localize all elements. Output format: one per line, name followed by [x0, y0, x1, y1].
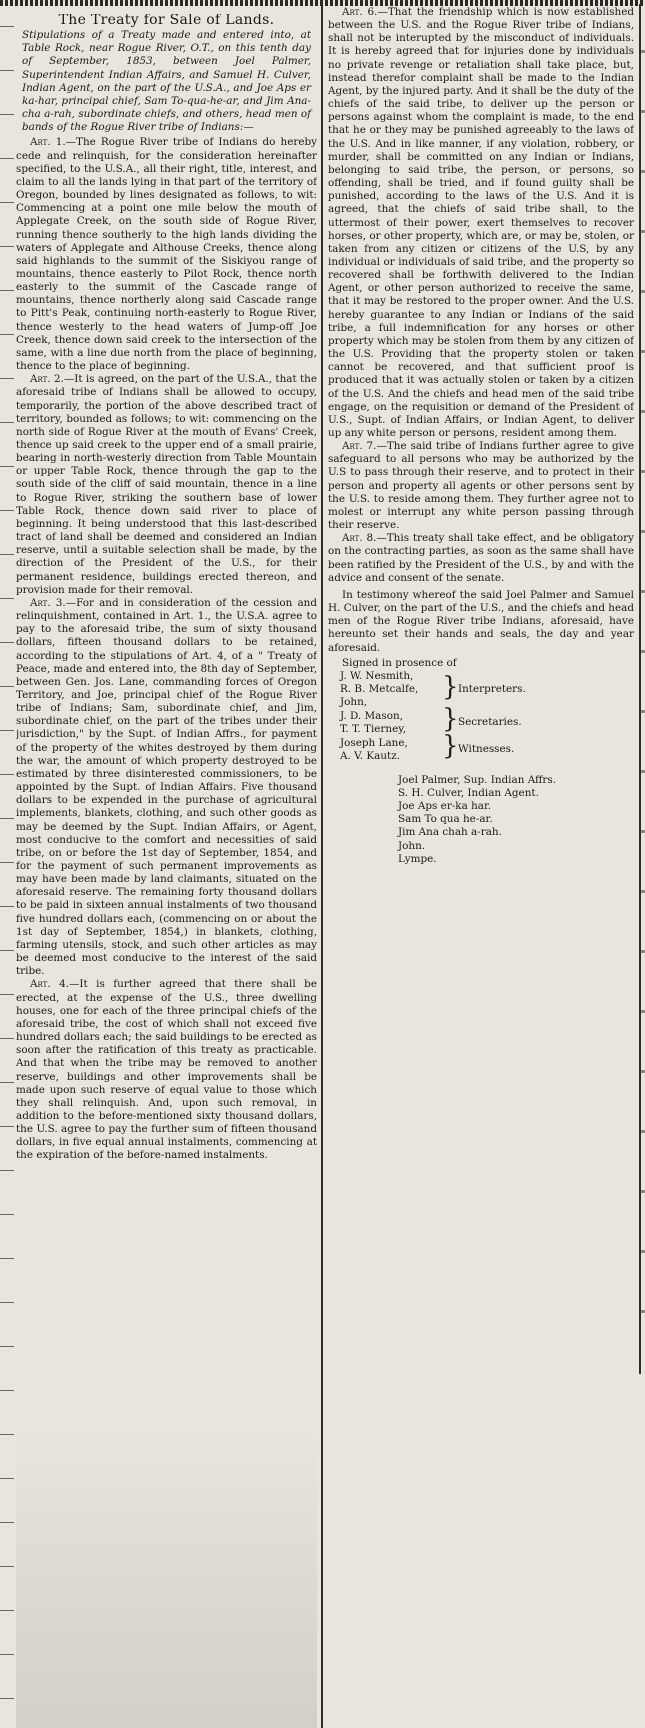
article-text: —It is further agreed that there shall be erected, at the expense of the U.S., three dwelling houses, one for each of the three principal chiefs of the aforesaid tribe, the cost of which shall not exceed five hundred dollars each; the said buildings to be erected as soon after the ratification of this treaty as practicable. And that when the tribe may be removed to another reserve, buildings and other improvements shall be made upon such reserve of equal value to those which they shall relinquish. And, upon such removal, in addition to the before-mentioned sixty thousand dollars, the U.S. agree to pay the further sum of fifteen thousand dollars, in five equal annual instalments, commencing at the expiration of the before-named instalments.	[16, 978, 317, 1162]
signer: John.	[398, 839, 426, 852]
article-text: —It is agreed, on the part of the U.S.A., that the aforesaid tribe of Indians shall be allowed to occupy, temporarily, the portion of the above described tract of territory, bounded as follows; to wit: commencing on the north side of Rogue River at the mouth of Evans' Creek, thence up said creek to the upper end of a small prairie, bearing in north-westerly direction from Table Mountain or upper Table Rock, thence through the gap to the south side of the cliff of said mountain, thence in a line to Rogue River, striking the southern base of lower Table Rock, thence down said river to place of beginning. It being understood that this last-described tract of land shall be deemed and considered an Indian reserve, until a suitable selection shall be made, by the direction of the President of the U.S., for their permanent residence, buildings erected thereon, and provision made for their removal.	[16, 373, 317, 596]
signer: Jim Ana chah a-rah.	[398, 826, 502, 839]
witness-name: John,	[340, 695, 368, 708]
article-4	[16, 978, 317, 1162]
witness-name: A. V. Kautz.	[340, 749, 401, 762]
signer: Sam To qua he-ar.	[398, 813, 493, 826]
adjacent-column-edge-right	[641, 20, 645, 1320]
signer: Joe Aps er-ka har.	[398, 800, 492, 813]
article-text: —This treaty shall take effect, and be obligatory on the contracting parties, as soon as the same shall have been ratified by the President of the U.S., by and with the advice and consent of the senate.	[328, 532, 634, 584]
witness-name: R. B. Metcalfe,	[340, 682, 419, 695]
article-label: Art. 2.	[30, 373, 64, 386]
signer: Joel Palmer, Sup. Indian Affrs.	[398, 773, 557, 786]
article-6	[328, 6, 634, 440]
article-3	[16, 597, 317, 979]
article-7	[328, 440, 634, 532]
brace-glyph: }	[442, 703, 459, 734]
article-subheading: Stipulations of a Treaty made and entered into, at Table Rock, near Rogue River, O.T., on this tenth day of September, 1853, between Joel Palmer, Superintendent Indian Affairs, and Samuel H. Culver, Indian Agent, on the part of the U.S.A., and Joe Aps er ka-har, principal chief, Sam To-qua-he-ar, and Jim Ana-cha a-rah, subordinate chiefs, and others, head men of bands of the Rogue River tribe of Indians:—	[22, 29, 311, 134]
article-title: The Treaty for Sale of Lands.	[58, 14, 275, 28]
signer: Lympe.	[398, 852, 437, 865]
article-label: Art. 1.	[30, 136, 66, 149]
article-text: —The said tribe of Indians further agree to give safeguard to all persons who may be authorized by the U.S to pass through their reserve, and to protect in their person and property all agents or other persons sent by the U.S. to reside among them. They further agree not to molest or interrupt any white person passing through their reserve.	[328, 440, 634, 532]
article-label: Art. 6.	[342, 6, 378, 18]
witness-name: J. W. Nesmith,	[340, 669, 414, 682]
witness-name: T. T. Tierney,	[340, 722, 407, 735]
column-left	[16, 14, 317, 1724]
brace-glyph: }	[442, 730, 459, 761]
signed-in-presence: Signed in prosence of	[342, 656, 457, 669]
witness-role: Witnesses.	[458, 742, 515, 755]
adjacent-column-edge	[0, 6, 14, 1728]
article-text: —The Rogue River tribe of Indians do hereby cede and relinquish, for the consideration hereinafter specified, to the U.S.A., all their right, title, interest, and claim to all the lands lying in that part of the territory of Oregon, bounded by lines designated as follows, to wit: Commencing at a point one mile below the mouth of Applegate Creek, on the south side of Rogue River, running thence southerly to the high lands dividing the waters of Applegate and Althouse Creeks, thence along said highlands to the summit of the Siskiyou range of mountains, thence easterly to Pilot Rock, thence north easterly to the summit of the Cascade range of mountains, thence northerly along said Cascade range to Pitt's Peak, continuing north-easterly to Rogue River, thence westerly to the head waters of Jump-off Joe Creek, thence down said creek to the intersection of the same, with a line due north from the place of beginning, thence to the place of beginning.	[16, 136, 317, 373]
witness-name: Joseph Lane,	[340, 736, 408, 749]
column-divider	[321, 4, 323, 1728]
article-1	[16, 136, 317, 373]
article-8	[328, 532, 634, 585]
article-text: —For and in consideration of the cession and relinquishment, contained in Art. 1., the U.S.A. agree to pay to the aforesaid tribe, the sum of sixty thousand dollars, fifteen thousand dollars to be retained, according to the stipulations of Art. 4, of a " Treaty of Peace, made and entered into, the 8th day of September, between Gen. Jos. Lane, commanding forces of Oregon Territory, and Joe, principal chief of the Rogue River tribe of Indians; Sam, subordinate chief, and Jim, subordinate chief, on the part of the tribes under their jurisdiction," by the Supt. of Indian Affrs., for payment of the property of the whites destroyed by them during the war, the amount of which property destroyed to be estimated by three disinterested commissioners, to be appointed by the Supt. of Indian Affairs. Five thousand dollars to be expended in the purchase of agricultural implements, blankets, clothing, and such other goods as may be deemed by the Supt. Indian Affairs, or Agent, most conducive to the comfort and necessities of said tribe, on or before the 1st day of September, 1854, and for the payment of such permanent improvements as may have been made by land claimants, situated on the aforesaid reserve. The remaining forty thousand dollars to be paid in sixteen annual instalments of two thousand five hundred dollars each, (commencing on or about the 1st day of September, 1854,) in blankets, clothing, farming utensils, stock, and such other articles as may be deemed most conducive to the interest of the said tribe.	[16, 596, 317, 978]
article-label: Art. 7.	[342, 440, 377, 453]
article-label: Art. 3.	[30, 596, 66, 609]
brace-glyph: }	[442, 671, 459, 702]
article-label: Art. 4.	[30, 978, 70, 991]
signer: S. H. Culver, Indian Agent.	[398, 786, 539, 799]
article-text: —That the friendship which is now established between the U.S. and the Rogue River tribe of Indians, shall not be interupted by the misconduct of individuals. It is hereby agreed that for injuries done by individuals no private revenge or retaliation shall take place, but, instead therefor complaint shall be made to the Indian Agent, by the injured party. And it shall be the duty of the chiefs of the said tribe, to deliver up the person or persons against whom the complaint is made, to the end that he or they may be punished agreeably to the laws of the U.S. And in like manner, if any violation, robbery, or murder, shall be committed on any Indian or Indians, belonging to said tribe, the person, or persons, so offending, shall be tried, and if found guilty shall be punished, according to the laws of the U.S. And it is agreed, that the chiefs of said tribe shall, to the uttermost of their power, exert themselves to recover horses, or other property, which are, or may be, stolen, or taken from any citizen or citizens of the U.S, by any individual or individuals of said tribe, and the property so recovered shall be forthwith delivered to the Indian Agent, or other person authorized to receive the same, that it may be restored to the proper owner. And the U.S. hereby guarantee to any Indian or Indians of the said tribe, a full indemnification for any horses or other property which may be stolen from them by any citizen of the U.S. Providing that the property stolen or taken cannot be recovered, and that sufficient proof is produced that it was actually stolen or taken by a citizen of the U.S. And the chiefs and head men of the said tribe engage, on the requisition or demand of the President of U.S., Supt. of Indian Affairs, or Indian Agent, to deliver up any white person or persons, resident among them.	[328, 6, 634, 439]
column-right	[328, 6, 634, 1396]
witness-role: Secretaries.	[458, 715, 522, 728]
witness-block	[340, 670, 634, 774]
witness-role: Interpreters.	[458, 682, 526, 695]
witness-name: J. D. Mason,	[340, 709, 403, 722]
signers-list	[398, 774, 634, 866]
article-2	[16, 373, 317, 597]
article-label: Art. 8.	[342, 532, 377, 545]
testimony-paragraph: In testimony whereof the said Joel Palmer and Samuel H. Culver, on the part of the U.S., and the chiefs and head men of the Rogue River tribe Indians, aforesaid, have hereunto set their hands and seals, the day and year aforesaid.	[328, 588, 634, 654]
